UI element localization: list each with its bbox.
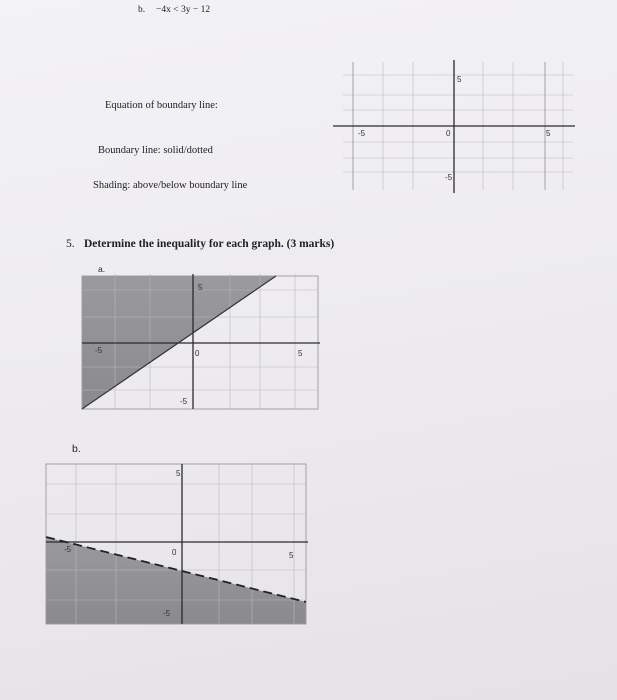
graph-b-label: b. (72, 443, 81, 455)
tick-x-pos: 5 (546, 129, 551, 138)
boundary-prompt: Boundary line: solid/dotted (98, 145, 213, 156)
empty-coordinate-grid[interactable] (333, 60, 578, 195)
shading-prompt: Shading: above/below boundary line (93, 180, 248, 191)
tick-y-pos: 5 (457, 75, 462, 84)
tick-y-neg: -5 (163, 609, 171, 618)
problem-b-label: b. (138, 5, 146, 15)
tick-y-pos: 5 (176, 469, 181, 478)
question-5-number: 5. (66, 238, 75, 250)
tick-x-neg: -5 (95, 346, 103, 355)
tick-x-neg: -5 (64, 545, 72, 554)
tick-x-neg: -5 (358, 129, 366, 138)
problem-b-inequality: −4x < 3y − 12 (156, 5, 211, 15)
tick-origin: 0 (172, 548, 177, 557)
tick-y-pos: 5 (198, 283, 203, 292)
grid-lines (46, 464, 306, 624)
tick-x-pos: 5 (298, 349, 303, 358)
equation-prompt: Equation of boundary line: (105, 100, 218, 111)
tick-origin: 0 (195, 349, 200, 358)
graph-b[interactable] (44, 462, 310, 627)
graph-a-label: a. (98, 264, 106, 274)
tick-y-neg: -5 (445, 173, 453, 182)
tick-origin: 0 (446, 129, 451, 138)
question-5-text: Determine the inequality for each graph. (3 marks) (84, 238, 335, 250)
tick-x-pos: 5 (289, 551, 294, 560)
tick-y-neg: -5 (180, 397, 188, 406)
graph-a[interactable] (80, 272, 322, 412)
